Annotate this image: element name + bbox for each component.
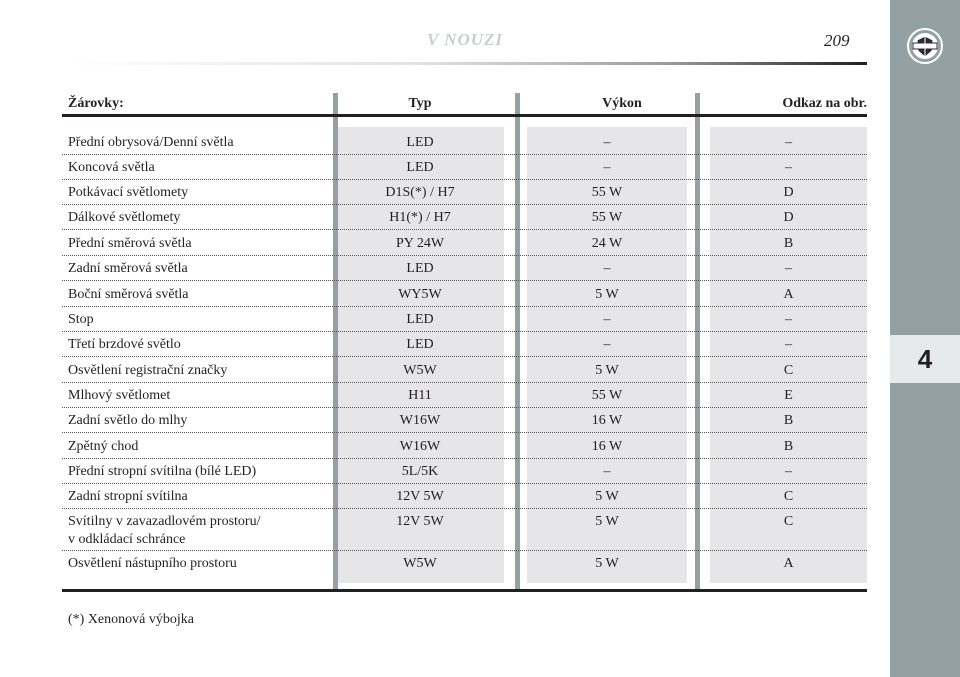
bulb-name: Zpětný chod (68, 439, 139, 454)
bulb-type: LED (406, 135, 434, 150)
column-header-bulbs: Žárovky: (68, 96, 124, 111)
bulb-name: Koncová světla (68, 160, 155, 175)
bulb-figure-ref: B (783, 413, 794, 428)
bulb-figure-ref: A (783, 556, 794, 571)
bulb-figure-ref: – (785, 464, 792, 479)
bulb-type: WY5W (398, 287, 442, 302)
bulb-power: 5 W (595, 287, 619, 302)
footnote: (*) Xenonová výbojka (68, 612, 194, 627)
row-divider (62, 407, 867, 408)
column-header-type: Typ (408, 96, 432, 111)
row-divider (62, 154, 867, 155)
row-divider (62, 280, 867, 281)
bulb-figure-ref: C (783, 514, 794, 529)
bulb-power: – (603, 135, 611, 150)
bulb-name: Mlhový světlomet (68, 388, 171, 403)
bulb-figure-ref: E (784, 388, 793, 403)
row-divider (62, 483, 867, 484)
row-divider (62, 331, 867, 332)
bulb-power: 16 W (591, 413, 623, 428)
bulb-figure-ref: B (783, 236, 794, 251)
bulb-type: PY 24W (395, 236, 445, 251)
bulb-figure-ref: D (783, 210, 794, 225)
bulb-name: Osvětlení nástupního prostoru (68, 556, 237, 571)
row-divider (62, 255, 867, 256)
bulb-figure-ref: C (783, 489, 794, 504)
bulb-type: LED (406, 261, 434, 276)
bulb-type: W16W (399, 439, 441, 454)
bulb-name: Dálkové světlomety (68, 210, 181, 225)
bulb-name: Stop (68, 312, 94, 327)
bulb-type: LED (406, 337, 434, 352)
column-separator (695, 93, 700, 591)
table-bottom-rule (62, 589, 867, 592)
bulb-type: 12V 5W (396, 514, 444, 529)
bulb-power: 5 W (595, 514, 619, 529)
bulb-name: Osvětlení registrační značky (68, 363, 228, 378)
bulb-name: Svítilny v zavazadlovém prostoru/ (68, 514, 261, 529)
bulb-name: Přední stropní svítilna (bílé LED) (68, 464, 257, 479)
bulb-figure-ref: D (783, 185, 794, 200)
bulb-power: 5 W (595, 556, 619, 571)
bulb-power: 16 W (591, 439, 623, 454)
bulb-figure-ref: B (783, 439, 794, 454)
bulb-type: 5L/5K (401, 464, 439, 479)
bulb-power: 5 W (595, 489, 619, 504)
bulb-figure-ref: – (785, 160, 792, 175)
bulb-power: – (603, 261, 611, 276)
bulb-name: Boční směrová světla (68, 287, 189, 302)
bulb-type: LED (406, 160, 434, 175)
bulb-type: 12V 5W (396, 489, 444, 504)
row-divider (62, 229, 867, 230)
row-divider (62, 179, 867, 180)
bulb-name: Potkávací světlomety (68, 185, 189, 200)
bulb-type: LED (406, 312, 434, 327)
bulb-power: 55 W (591, 185, 623, 200)
bulb-type: H11 (408, 388, 432, 403)
bulb-figure-ref: – (785, 312, 792, 327)
bulb-power: 55 W (591, 388, 623, 403)
row-divider (62, 550, 867, 551)
row-divider (62, 356, 867, 357)
bulb-figure-ref: C (783, 363, 794, 378)
bulb-figure-ref: – (785, 261, 792, 276)
bulb-power: 55 W (591, 210, 623, 225)
column-header-power: Výkon (602, 96, 642, 111)
header-divider (62, 114, 867, 117)
bulb-figure-ref: – (785, 337, 792, 352)
section-title: V NOUZI (426, 30, 504, 49)
row-divider (62, 306, 867, 307)
bulb-type: H1(*) / H7 (389, 210, 451, 225)
bulb-name-line2: v odkládací schránce (68, 532, 186, 547)
row-divider (62, 432, 867, 433)
bulb-power: 24 W (591, 236, 623, 251)
row-divider (62, 382, 867, 383)
bulb-figure-ref: – (785, 135, 792, 150)
bulb-name: Zadní směrová světla (68, 261, 188, 276)
bulb-type: W5W (403, 363, 437, 378)
row-divider (62, 204, 867, 205)
bulb-name: Třetí brzdové světlo (68, 337, 181, 352)
header-rule (62, 62, 867, 65)
row-divider (62, 508, 867, 509)
bulb-type: W5W (403, 556, 437, 571)
column-header-reference: Odkaz na obr. (782, 96, 867, 111)
bulb-name: Zadní světlo do mlhy (68, 413, 188, 428)
bulb-power: 5 W (595, 363, 619, 378)
bulb-name: Zadní stropní svítilna (68, 489, 188, 504)
bulb-type: W16W (399, 413, 441, 428)
bulb-power: – (603, 464, 611, 479)
bulb-type: D1S(*) / H7 (385, 185, 455, 200)
bulb-name: Přední směrová světla (68, 236, 192, 251)
brand-shield-icon (905, 26, 945, 66)
bulb-figure-ref: A (783, 287, 794, 302)
row-divider (62, 458, 867, 459)
bulb-power: – (603, 160, 611, 175)
chapter-tab[interactable]: 4 (890, 335, 960, 383)
column-separator (515, 93, 520, 591)
page-number: 209 (824, 31, 850, 50)
bulb-power: – (603, 337, 611, 352)
bulb-name: Přední obrysová/Denní světla (68, 135, 234, 150)
bulb-power: – (603, 312, 611, 327)
